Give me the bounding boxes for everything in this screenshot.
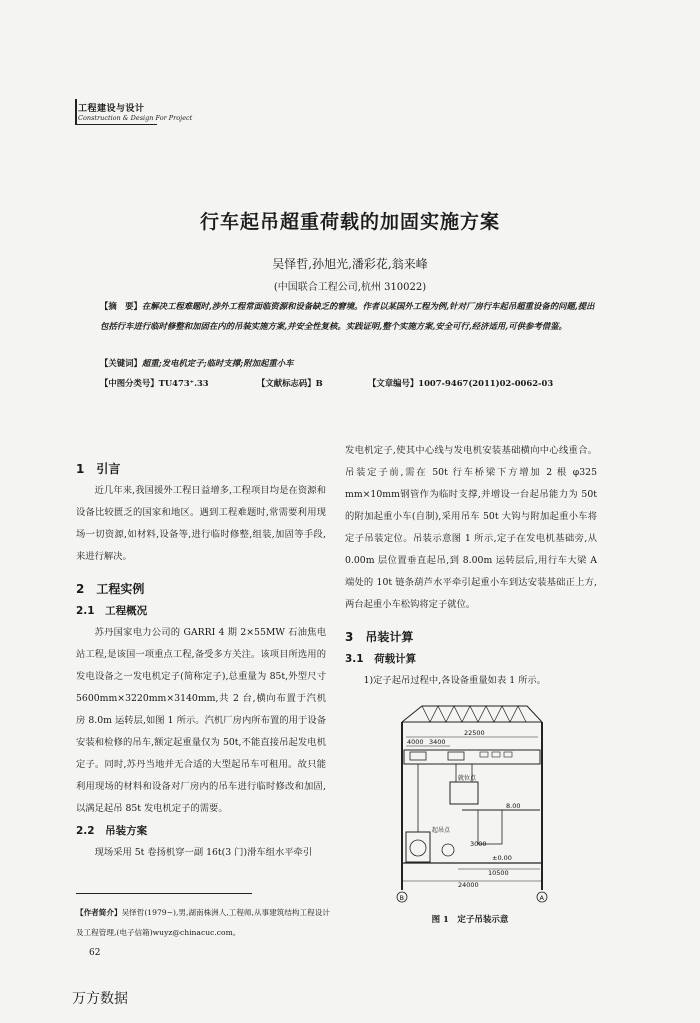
keywords-text: 超重;发电机定子;临时支撑;附加起重小车 [141, 358, 294, 368]
section-3-1-paragraph: 1)定子起吊过程中,各设备重量如表 1 所示。 [363, 675, 546, 686]
label-lift-point: 起吊点 [432, 827, 451, 834]
doc-code [257, 377, 323, 389]
section-2-2-title: 2.2 吊装方案 [76, 825, 148, 837]
header-rule-vertical [75, 99, 77, 125]
affiliation: (中国联合工程公司,杭州 310022) [273, 282, 427, 293]
generator-foundation [478, 810, 502, 844]
dim-3000: 3000 [470, 840, 487, 848]
section-2-1-title: 2.1 工程概况 [76, 605, 148, 617]
clc-label: 【中图分类号】 [100, 378, 159, 388]
journal-name-en: Construction & Design For Project [78, 114, 193, 122]
keywords-label: 【关键词】 [100, 358, 142, 368]
clc-number [100, 377, 209, 389]
roof-truss [402, 706, 542, 722]
trolley-aux [448, 752, 464, 760]
authors: 吴怿哲,孙旭光,潘彩花,翁来峰 [272, 257, 428, 271]
trolley-main [410, 752, 426, 760]
section-2-title: 2 工程实例 [76, 582, 145, 596]
axis-a: A [539, 894, 544, 902]
footnote-rule [76, 893, 252, 894]
label-place-point: 就位点 [458, 775, 477, 782]
footnote-text: 吴怿哲(1979~),男,湖南株洲人,工程师,从事建筑结构工程设计及工程管理,(电子信箱)wuyz@chinacuc.com。 [76, 908, 330, 937]
clc-value: TU473⁺.33 [158, 378, 209, 388]
keywords [100, 357, 294, 369]
article-value: 1007-9467(2011)02-0062-03 [418, 378, 554, 388]
doc-label: 【文献标志码】 [257, 378, 316, 388]
level-8: 8.00 [506, 802, 521, 810]
right-paragraph-1: 发电机定子,使其中心线与发电机安装基础横向中心线重合。吊装定子前,需在 50t 行车桥梁下方增加 2 根 φ325 mm×10mm钢管作为临时支撑,并增设一台起吊能力为 50t 的附加起重小车(自制),采用吊车 50t 大钩与附加起重小车将定子吊装定位。吊装示意图 1 所示,定子在发电机基础旁,从 0.00m 层位置垂直起吊,到 8.00m 运转层后,用行车大梁 A 端处的 10t 链条葫芦水平牵引起重小车到达安装基础正上方,两台起重小车松钩将定子就位。 [345, 445, 597, 610]
stator-lift [406, 832, 430, 862]
section-3-1-title: 3.1 荷载计算 [345, 653, 417, 665]
section-1-paragraph: 近几年来,我国援外工程日益增多,工程项目均是在资源和设备比较匮乏的国家和地区。遇到工程难题时,常需要利用现场一切资源,如材料,设备等,进行临时修整,组装,加固等手段,来进行解决。 [76, 485, 326, 562]
footnote-label: 【作者简介】 [76, 908, 122, 917]
axis-b: B [399, 894, 404, 902]
section-2-2-paragraph: 现场采用 5t 卷扬机穿一副 16t(3 门)滑车组水平牵引 [94, 847, 313, 858]
left-column [76, 458, 326, 864]
section-3-title: 3 吊装计算 [345, 630, 414, 644]
article-number [368, 377, 553, 389]
dim-10500: 10500 [488, 869, 509, 877]
abstract-text: 在解决工程难题时,涉外工程常面临资源和设备缺乏的窘境。作者以某国外工程为例,针对厂房行车起吊超重设备的问题,提出包括行车进行临时修整和加固在内的吊装实施方案,并安全性复核。实践证明,整个实施方案,安全可行,经济适用,可供参考借鉴。 [100, 301, 595, 331]
dim-3400: 3400 [429, 738, 446, 746]
article-label: 【文章编号】 [368, 378, 419, 388]
doc-value: B [315, 378, 323, 388]
paper-title: 行车起吊超重荷载的加固实施方案 [199, 211, 500, 233]
dim-24000: 24000 [458, 881, 479, 889]
figure-1-diagram [392, 700, 552, 905]
abstract-label: 【摘 要】 [100, 301, 142, 311]
right-column [345, 440, 597, 692]
wanfang-watermark: 万方数据 [72, 991, 128, 1007]
journal-name-cn: 工程建设与设计 [78, 104, 145, 114]
page-number: 62 [89, 948, 101, 958]
abstract [100, 296, 595, 336]
section-2-1-paragraph: 苏丹国家电力公司的 GARRI 4 期 2×55MW 石油焦电站工程,是该国一项重点工程,备受多方关注。该项目所选用的发电设备之一发电机定子(简称定子),总重量为 85t,外型尺寸 5600mm×3220mm×3140mm,共 2 台,横向布置于汽机房 8.0m 运转层,如图 1 所示。汽机厂房内所布置的用于设备安装和检修的吊车,额定起重量仅为 50t,不能直接吊起发电机定子。同时,苏丹当地并无合适的大型起吊车可租用。故只能利用现场的材料和设备对厂房内的吊车进行临时修改和加固,以满足起吊 85t 发电机定子的需要。 [76, 627, 326, 814]
author-footnote [76, 903, 336, 943]
stator-installed [450, 782, 478, 804]
dim-4000: 4000 [407, 738, 424, 746]
level-0: ±0.00 [492, 854, 512, 862]
section-1-title: 1 引言 [76, 462, 121, 476]
dim-22500: 22500 [464, 729, 485, 737]
figure-1-caption: 图 1 定子吊装示意 [431, 915, 509, 925]
header-rule [75, 124, 157, 125]
